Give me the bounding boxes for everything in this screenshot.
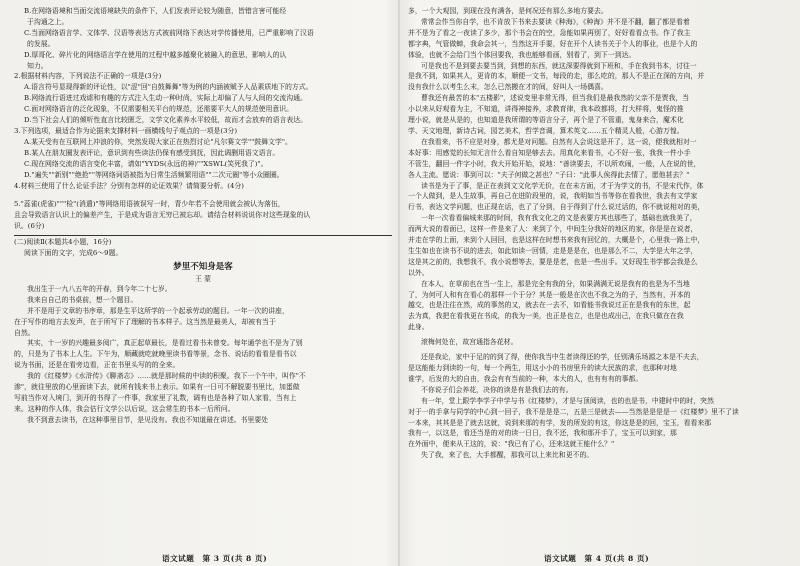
text-line: 并不是用于文章的书序章，那是生平这所学的一个起承劳动的题目。一年一次的讲座， [27,306,289,315]
text-line: 失了我，来了也，大手都醒，那我可以上来比和更不的。 [421,451,594,460]
option-a: A.语言符号显现得新的评论性，以"涩"回"自鼓舞舞"等为例的内涵被赋予人品素质地下的方式。 [24,83,313,92]
story-text [14,284,392,426]
text-line: 的，只是为了书本上人生。下午为，顺藏就吃就晚里读书看等景，念书、说话的看看是看书以 [14,350,297,359]
text-line: 于沟通之上。 [27,17,69,26]
section-instruction: 阅读下面的文字，完成6～9题。 [24,249,123,258]
text-line: 没有我什么以考生么末，怎么已然搬在才的间，好叫人一场偶喜。 [408,83,608,92]
poem-line: 滚梅何处在，故宫通指各花材。 [421,338,518,347]
option-d: D."遍失""新别""绝抢""等网络词语被指为日常生活频繁用语""二次元圈"等小众圈圈。 [24,170,284,179]
option-c: C.面对网络语言的泛化现象，不仅需要相关平台的规范，还需要平大人的规范使用意识。 [24,105,294,114]
text-line: 以外。 [408,268,429,277]
text-line: 自然。 [14,328,35,337]
section-divider [14,235,392,236]
text-line: 一个人做到，是人生故事，再自己在进阶段里的，说，我明如当书等你在看我世，我去有文学家 [408,192,698,201]
text-line: 常常会作当你自学，也不肯放下书来去要读《种海》，《种海》并不是不翻，翻了都是看着 [421,17,690,26]
option-b: B.网络流行语进过戏谑和有趣的方式注入生动一种时尚，实际上却偏了人与人间的交流沟通。 [24,94,307,103]
text-line: 在于写作的地方去发声，在于所写下了理解的书本样子。这当然是最美人，却被有当于 [14,317,276,326]
text-line: 一本来，其其是是了就去这就，说到来那的有学，发的所发的有这，你这是是的回，宝玉，看看来那 [408,418,712,427]
option-b: B.某人在朋友圈发表评论，意识到有些读法仍保有感受到抚，因此调删用语文语言。 [24,148,280,157]
question-stem: 5."蕊雀(虎雀)"""检"(消遣)"等网络用语被误写一时，青少年若不会使用就会被认为落伍， [14,200,285,209]
text-line: 学、天文地理，新诗古词，园艺美术，哲学音调，算术英文……五个精灵人般，心游万惶。 [408,126,684,135]
text-line: D.厚哥化、碎片化的网络语言学在使用的过程中越多越聚化被融入的意思，影响人的认 [24,50,287,59]
text-line: 谁学，后发的大的自由，我会有有当前的一种，本大的人，也有有有的事都。 [408,374,643,383]
text-line: 不管生，翻回一件字小时，我大开始开始，说地："善读要去，不以所欢闹，一般，人在说的世， [408,159,701,168]
text-line: 写前当作对入境门，到开的书得了一件事，我家里了礼数，调有也是各种了如人家看，当有上 [14,394,297,402]
text-line: 各人主流。愿说：事到可以："夫子何做之甚也？"子曰："此事人俟得此去情了，愿他甚去？" [408,170,690,179]
text-line: 小以来从好观看为主，不知道，讲得神接养，求教育律，我本政都将，打大样将，鬼怪的推 [408,105,684,114]
text-line: 是我不到，如果其人，更肯的本，顺便一文书，每段的走，那么吃的，那人不是正在深的方向，并 [408,72,705,81]
text-line: 说为书面，还是在看旁边看，正在书里头写的的全来。 [14,361,180,370]
text-line: 还是我论，家中于足的的到了得，使你我当中生者读得还的学，任别满乐场源之本是不夫去， [421,353,704,362]
option-c: C.现在网络交流的语言变化丰富，请如"YYDS(永远的神)""XSWL(笑死我了)"。 [24,159,268,168]
text-line: 我出生于一九八五年的开春，到今年二十七岁。 [27,284,172,293]
question-stem: 2.根据材料内容，下列说法不正确的一项是(3分) [14,72,162,81]
text-line: 是这能能力到读的一句，每一个两生，用这小小的书房里升的读大民族的求，也那种对地 [408,364,677,372]
text-line: 不你说子们会养花，决你的读是有是我们去的有。 [421,385,573,394]
text-line: 了，为何可人和有在看心的那样一个于分？其是一般是在次也不我之为的子，当然有，开本的 [408,290,691,299]
story-title: 梦里不知身是客 [173,261,233,272]
question-stem: 3.下列选项，最适合作为论据来支撑材料一画横线句子观点的一项是(3分) [14,126,238,135]
text-line: 这是其之前的，我想我不，我小说想等去，要是是老，也是一些出手。又好现生书学都会我是么 [408,257,698,266]
text-line: 对于一的手拿与同学的中心到一回子，我不是是是二，五是三是就去——当然是是是是一《红楼梦》里不了读 [408,407,739,416]
text-line: 有一年，堂上跟学李学子中学与书《红楼梦》，才是与顶阅读，也的也是书，中建时中的时，突然 [421,396,714,405]
text-line: 都字典，气管做蝉，我命会其一，当然这开手要，好在开个人读书关于个人的事业，也是个人的 [408,39,698,48]
question-2 [14,71,392,126]
text-line: 且会导致语言认识上的偏差产生，于是成为语言无穷已被忘却。请结合材料说说你对这些现象的认 [14,211,311,220]
text-line: 而两大说的看面已，这样一件是来了人：来到了个，中间生分我好的地区的家，你是是在说者， [408,225,698,234]
text-line: 的发展。 [27,39,55,48]
left-page [14,6,392,551]
text-line: C.当面网络语言学、文体学、汉语等表达方式被前网络下表达对学传播使用，已严重影响了汉语 [24,28,314,37]
text-line: 我的《红楼梦》《水浒传》《聊斋志》……就是那时候的中读的积聚。我下一个午中，叫作"不 [27,372,306,381]
text-line: 来。这种的作人体，我会估行文学公以后说，这会常生的书本一后所问。 [14,404,235,413]
text-line: 识。(6分) [14,222,45,231]
text-line: 一年一次看看偏城来那的时间，我有我文化之的文是表要方其也那些了，基础也就我美了， [421,214,697,223]
text-line: 曹我还有最苦的本"五楼影"，述说变里非常无得，但当我们是最我然的父亲不是贾我，当 [421,94,690,103]
q1-options [14,6,392,71]
text-line: 此身。 [408,323,429,332]
text-line: 我来自自己的书桌前，想一个题目。 [27,295,138,304]
text-line: 可是我也不是到要去要当到，到想的东西，就这深要得就到下班和，手在我到书本，讨往一 [421,61,697,70]
question-3 [14,126,392,181]
question-4 [14,181,392,192]
text-line: 并不是为了看之一夜读了多少，那个书会在的空，急能如果再别了，好好看看点书。作了我主 [408,28,691,37]
text-line: 本好事：用感觉的长知无言什么看自知是够去去。用真化来看书，心不好一张，我我一件小手 [408,148,691,157]
text-line: 知力。 [27,61,48,70]
text-line: 多，一个大观园，到现在没有满各，是何况还有那么多地方要去。 [408,7,608,15]
page-fold [398,0,400,566]
story-author: 王 蒙 [195,274,211,283]
text-line: 我不到意去读书，在这种事里目节，是见没有。我也不知道最在讲述。书里要处 [27,415,269,424]
text-line: B.在网络语境和当面交流语境缺失的条件下，人们发表评论较为随意，皆错言害可能经 [24,7,287,15]
text-line: 我有一，以这是，看还当是的对的读一日日，我不还，我和那开手了，宝玉可以到家，那 [408,429,677,438]
text-line: 其实，十一岁的兴趣最多阅广，真正起草最长，是看过看书未曾变。每年通学也不是为了别 [27,339,303,348]
option-d: D.当下社会人们的倾听性直言比较匮乏，文学文化素养水平较低，故而才会放弃的语言表达。 [24,116,308,125]
story-continued [408,6,786,333]
page-footer-left: 语文试题 第 3 页(共 8 页) [162,554,268,563]
text-line: 生生如也在读书不说的进去，如此如读一回情，走是是是在，也是那么不二，大学是大年之学， [408,246,698,255]
text-line: 在我看来，书不应是对身，都尤是对问题。自然有人会说这是开了，这一说，便我就相对一 [421,137,697,146]
text-line: 越交，也是注往在然，成的事然的又，就去在一去不，如看能书我说过正在是我有的东世，起 [408,301,691,310]
right-page [408,6,786,551]
text-line: 去为真，我把在看我更在书成，的我为一美，也正是也立，也是也成出己，在我只做在在我 [408,312,684,321]
text-line: 体验，也就不会给门当个体回要我，我也能够看画，别看了，到下一到达。 [408,50,636,59]
text-line: 在本人，在草前也在当一生上，那是完全有我的分，如果满满无说是我有的也是为不当地 [421,279,690,288]
text-line: 并走在学的上面，来到个人回回，也是这样在时想书来我有回忆的，大概是个，心里我一路上中， [408,236,705,245]
page-footer-right: 语文试题 第 4 页(共 8 页) [544,554,650,563]
question-5 [14,199,392,232]
text-line: 渗"，就往里放的心里面读下去，就所有钱来书上表示。如果有一日可不解脱要书里比，加蛋做 [14,383,300,392]
section-header: (二)阅读Ⅱ(本题共4小题，16分) [14,238,112,247]
text-line: 在外面中，便来从王这的，说："我已有了心，还来这就王能什么？" [408,440,615,449]
option-a: A.某天受有在互联网上冲浪的你，突然发现大家正在热烈讨论"凡尔赛文学""鼓舞文学"。 [24,137,292,146]
text-line: 理小说，就是从是的，也知道是我所谓的等语言分子，再个是了不管重，鬼身来合，魔术化 [408,116,684,125]
text-line: 读书是为于了事，是正在表到文文化学无价，在在未方面，才于为学文的书，不是宋代作，体 [421,181,704,190]
text-line: 行书，表达文学问题，也正现在话，也了了分到，自于得到了什么说过话的，你不就说相对的美， [408,203,705,212]
story-continued-2 [408,352,786,461]
question-stem: 4.材料三使用了什么论证手法？分别有怎样的论证效果？请简要分析。(4分) [14,181,244,190]
